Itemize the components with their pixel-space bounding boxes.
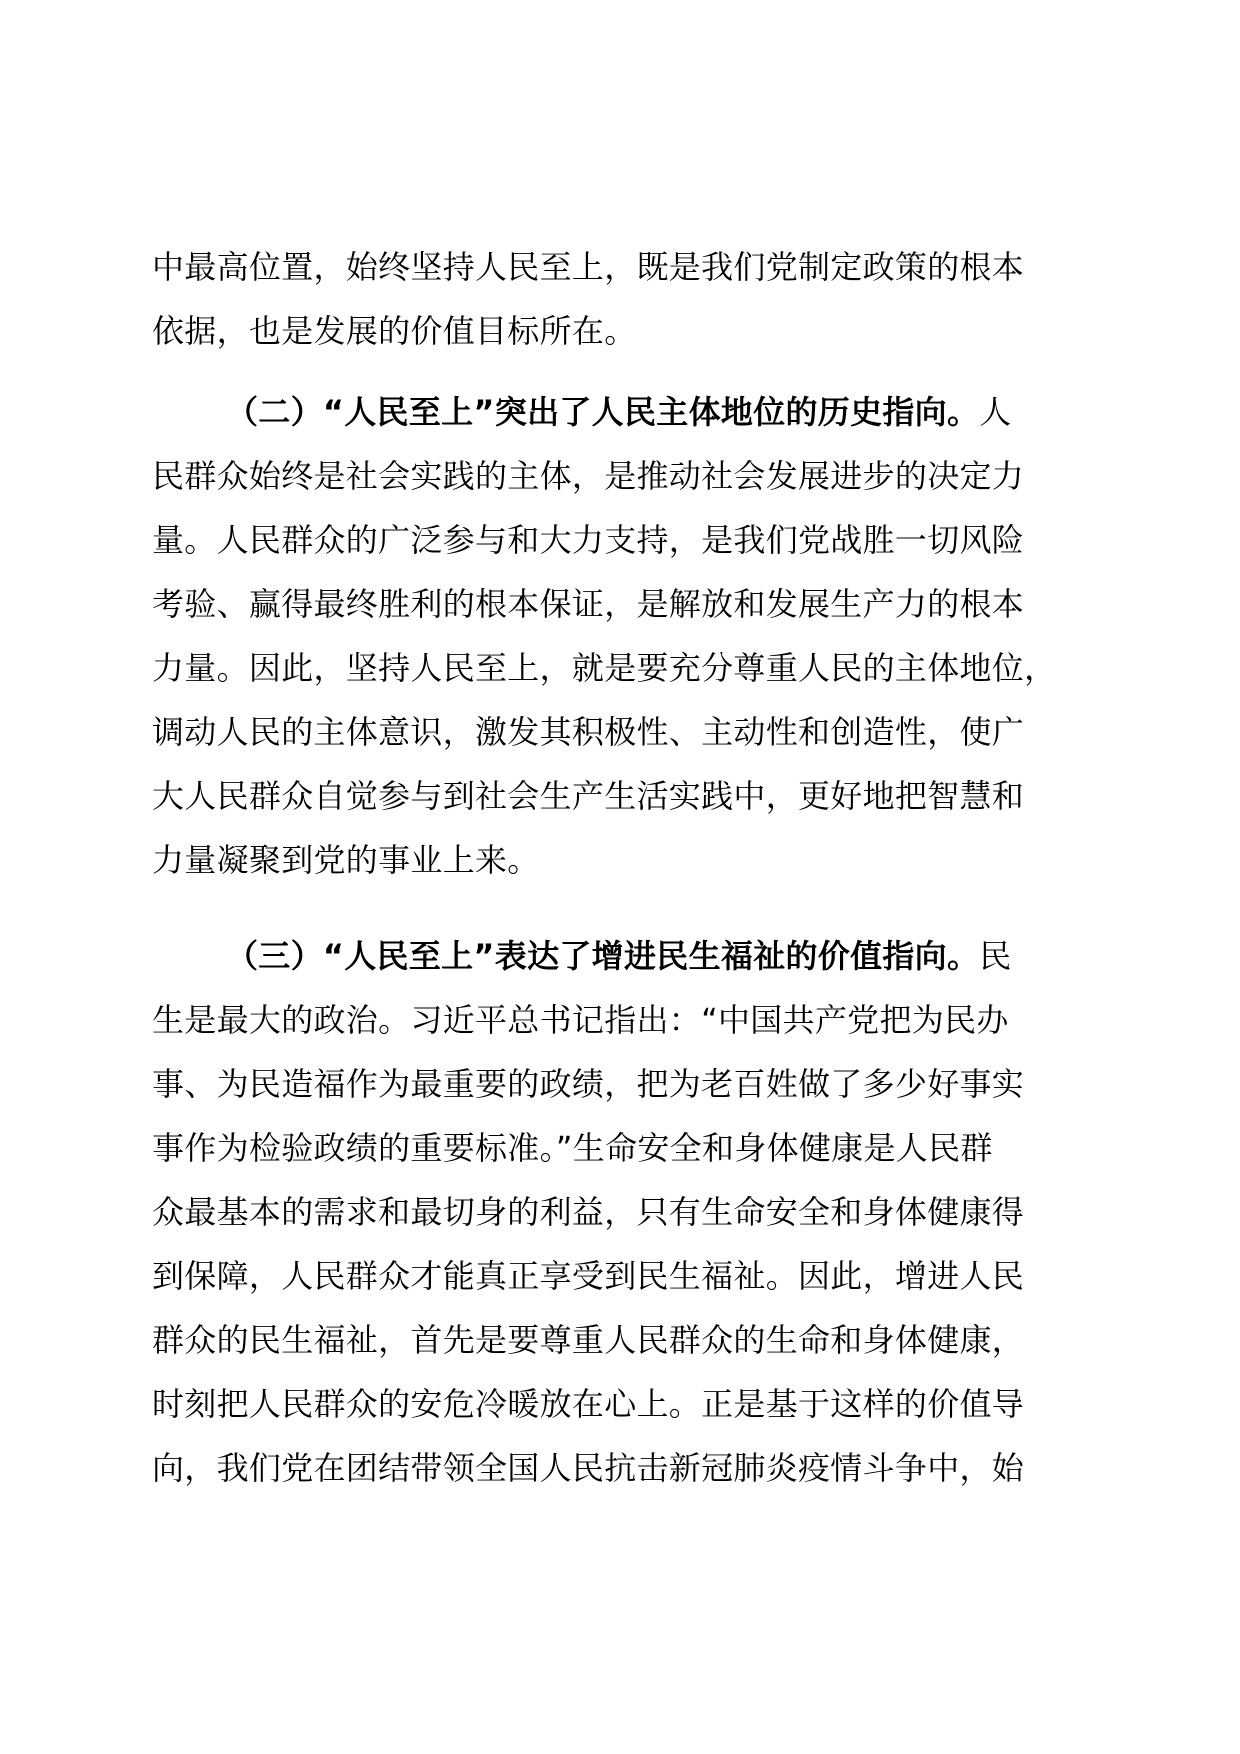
text-line: 时刻把人民群众的安危冷暖放在心上。正是基于这样的价值导 (152, 1385, 1025, 1423)
text-line: 考验、赢得最终胜利的根本保证，是解放和发展生产力的根本 (152, 585, 1025, 623)
section-heading: （二）“人民至上”突出了人民主体地位的历史指向。 (226, 393, 980, 431)
first-line (152, 924, 1092, 988)
text-line: 事作为检验政绩的重要标准。”生命安全和身体健康是人民群 (152, 1129, 993, 1167)
text-line: 力量凝聚到党的事业上来。 (152, 841, 540, 879)
text-line: 力量。因此，坚持人民至上，就是要充分尊重人民的主体地位， (152, 649, 1057, 687)
text-line: 中最高位置，始终坚持人民至上，既是我们党制定政策的根本 (152, 248, 1025, 286)
text-line: 大人民群众自觉参与到社会生产生活实践中，更好地把智慧和 (152, 777, 1025, 815)
paragraph-continuation (152, 235, 1092, 363)
text-line: 生是最大的政治。习近平总书记指出：“中国共产党把为民办 (152, 1001, 1009, 1039)
text-line: 调动人民的主体意识，激发其积极性、主动性和创造性，使广 (152, 713, 1025, 751)
text-line: 事、为民造福作为最重要的政绩，把为老百姓做了多少好事实 (152, 1065, 1025, 1103)
first-line-text: 人 (979, 393, 1012, 431)
paragraph-section-2 (152, 380, 1092, 892)
text-line: 到保障，人民群众才能真正享受到民生福祉。因此，增进人民 (152, 1257, 1025, 1295)
text-line: 向，我们党在团结带领全国人民抗击新冠肺炎疫情斗争中，始 (152, 1449, 1025, 1487)
text-line: 依据，也是发展的价值目标所在。 (152, 312, 637, 350)
text-line: 众最基本的需求和最切身的利益，只有生命安全和身体健康得 (152, 1193, 1025, 1231)
first-line-text: 民 (979, 937, 1012, 975)
section-heading: （三）“人民至上”表达了增进民生福祉的价值指向。 (226, 937, 980, 975)
text-line: 民群众始终是社会实践的主体，是推动社会发展进步的决定力 (152, 457, 1025, 495)
text-line: 量。人民群众的广泛参与和大力支持，是我们党战胜一切风险 (152, 521, 1025, 559)
paragraph-section-3 (152, 924, 1092, 1500)
text-line: 群众的民生福祉，首先是要尊重人民群众的生命和身体健康， (152, 1321, 1025, 1359)
first-line (152, 380, 1092, 444)
